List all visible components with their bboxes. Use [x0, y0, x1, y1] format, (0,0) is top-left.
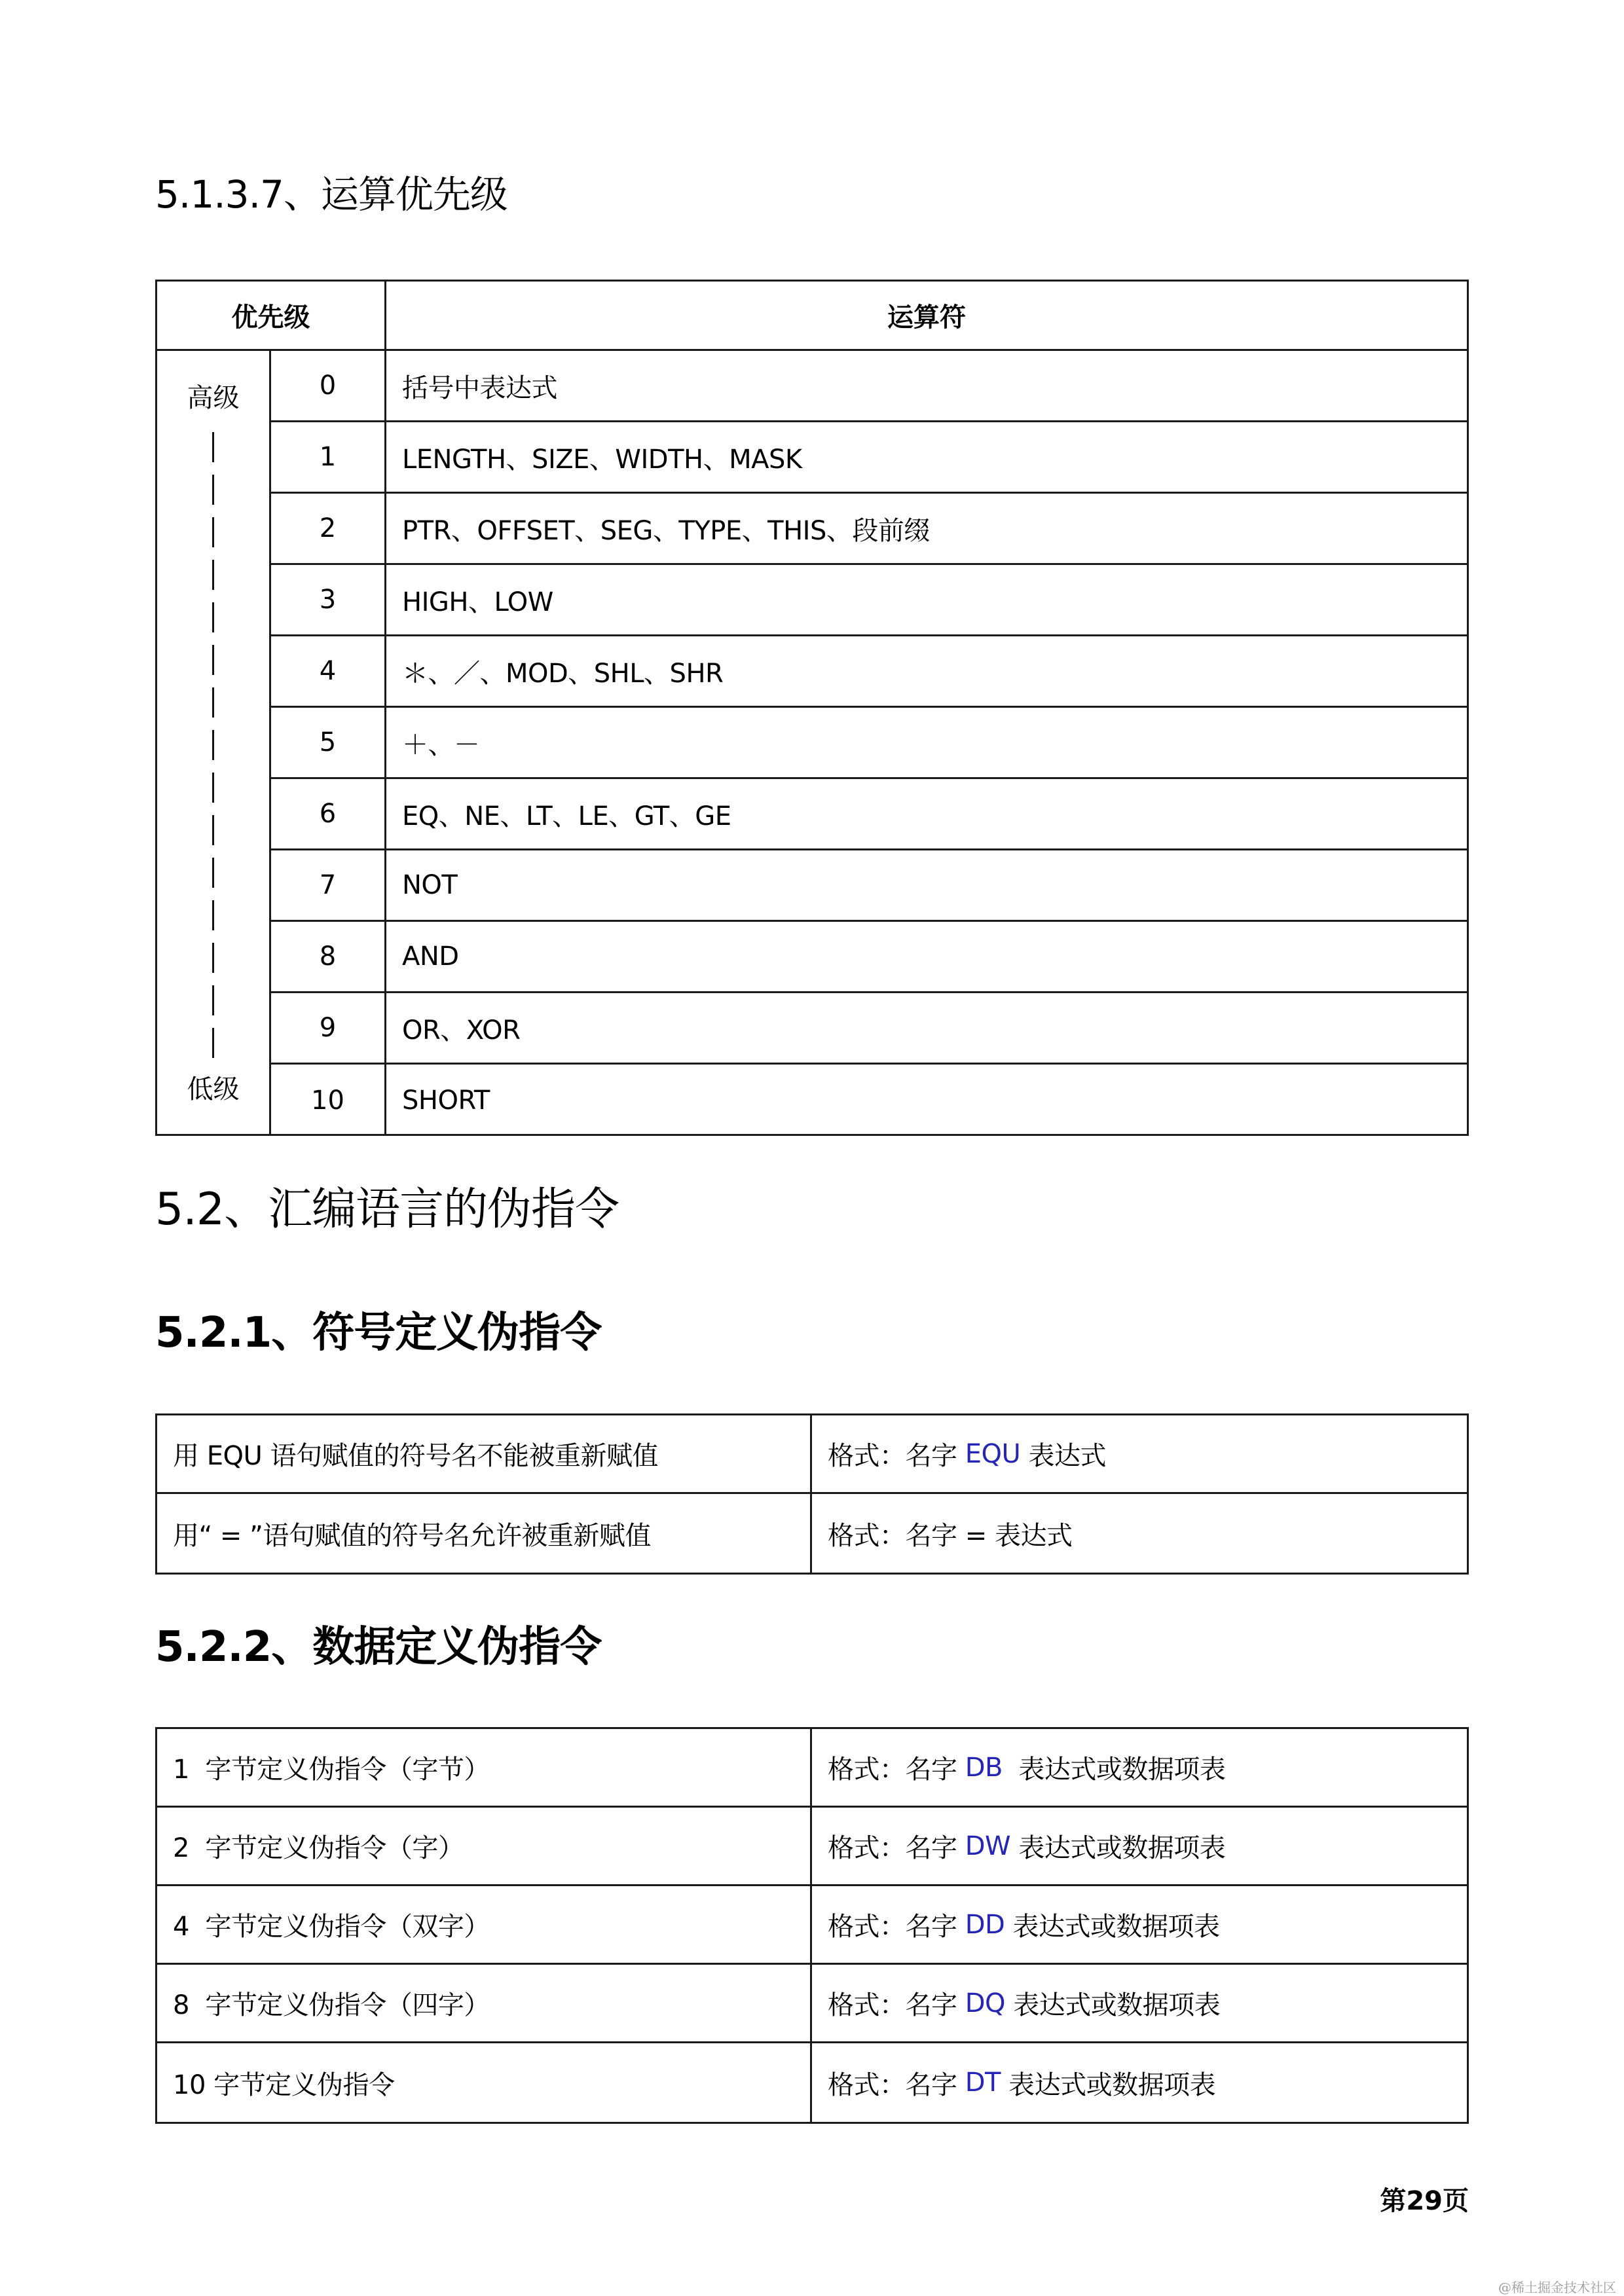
page-number: 第29页: [1380, 2186, 1469, 2216]
priority-level: 3: [271, 565, 386, 634]
dash-divider: [212, 602, 214, 632]
format-cell: [812, 1729, 1467, 1806]
format-prefix: 格式：名字: [828, 1833, 965, 1863]
table-row: [271, 993, 1467, 1065]
table-row: [271, 850, 1467, 922]
data-definition-table: [155, 1727, 1469, 2124]
operators-cell: SHORT: [402, 1085, 490, 1116]
format-prefix: 格式：名字: [828, 1441, 965, 1471]
table-row: [271, 779, 1467, 850]
dash-divider: [212, 1028, 214, 1058]
dash-divider: [212, 432, 214, 462]
dash-divider: [212, 943, 214, 973]
table-row: [271, 422, 1467, 494]
priority-level: 0: [271, 351, 386, 420]
description-cell: 8 字节定义伪指令（四字）: [157, 1965, 812, 2041]
format-cell: [812, 1808, 1467, 1884]
operators-cell: NOT: [402, 870, 458, 900]
dash-divider: [212, 730, 214, 760]
dash-divider: [212, 517, 214, 547]
description-cell: 10 字节定义伪指令: [157, 2043, 812, 2122]
priority-level: 4: [271, 636, 386, 706]
dash-divider: [212, 475, 214, 505]
table-row: [271, 494, 1467, 565]
priority-level: 9: [271, 993, 386, 1063]
format-suffix: 表达式或数据项表: [1002, 1755, 1226, 1785]
format-suffix: 表达式或数据项表: [1005, 1912, 1220, 1942]
table-row: [157, 1494, 1467, 1573]
operators-cell: AND: [402, 941, 459, 972]
keyword-dq: DQ: [965, 1988, 1006, 2018]
dash-divider: [212, 645, 214, 675]
operators-cell: ＋、－: [402, 729, 480, 760]
operators-cell: LENGTH、SIZE、WIDTH、MASK: [402, 444, 802, 475]
format-prefix: 格式：名字: [828, 1912, 965, 1942]
format-cell: [812, 1886, 1467, 1963]
table-row: [157, 1415, 1467, 1494]
description-cell: 用 EQU 语句赋值的符号名不能被重新赋值: [157, 1415, 812, 1492]
keyword-equ: EQU: [965, 1438, 1021, 1469]
priority-level: 5: [271, 708, 386, 777]
watermark: @稀土掘金技术社区: [1498, 2280, 1616, 2295]
operators-cell: OR、XOR: [402, 1015, 521, 1046]
header-operators: 运算符: [887, 302, 966, 333]
dash-divider: [212, 560, 214, 590]
operators-cell: PTR、OFFSET、SEG、TYPE、THIS、段前缀: [402, 515, 930, 546]
operators-cell: HIGH、LOW: [402, 587, 553, 617]
dash-divider: [212, 900, 214, 930]
priority-level: 2: [271, 494, 386, 563]
description-cell: 2 字节定义伪指令（字）: [157, 1808, 812, 1884]
table-row: [157, 1965, 1467, 2043]
section-heading-5-2: 5.2、汇编语言的伪指令: [155, 1184, 619, 1235]
table-row: [157, 2043, 1467, 2122]
operators-cell: 括号中表达式: [402, 373, 557, 403]
format-prefix: 格式：名字: [828, 2069, 965, 2100]
table-row: [271, 636, 1467, 708]
priority-level: 8: [271, 922, 386, 991]
table-row: [271, 708, 1467, 779]
format-prefix: 格式：名字: [828, 1990, 965, 2020]
dash-divider: [212, 985, 214, 1015]
dash-divider: [212, 858, 214, 888]
precedence-rows: [271, 351, 1467, 1134]
table-row: [157, 1729, 1467, 1808]
section-heading-5-1-3-7: 5.1.3.7、运算优先级: [155, 172, 507, 217]
precedence-table: [155, 280, 1469, 1136]
format-cell: [812, 2043, 1467, 2122]
format-suffix: 表达式: [1020, 1441, 1106, 1471]
table-row: [157, 1886, 1467, 1965]
description-cell: 用“ = ”语句赋值的符号名允许被重新赋值: [157, 1494, 812, 1573]
table-header-row: [157, 282, 1467, 351]
section-heading-5-2-2: 5.2.2、数据定义伪指令: [155, 1623, 602, 1671]
operators-cell: EQ、NE、LT、LE、GT、GE: [402, 801, 731, 831]
dash-divider: [212, 773, 214, 803]
level-column: [157, 351, 271, 1134]
description-cell: 4 字节定义伪指令（双字）: [157, 1886, 812, 1963]
table-row: [157, 1808, 1467, 1886]
description-cell: 1 字节定义伪指令（字节）: [157, 1729, 812, 1806]
keyword-dd: DD: [965, 1909, 1005, 1940]
format-suffix: 表达式或数据项表: [1005, 1990, 1221, 2020]
keyword-db: DB: [965, 1752, 1003, 1783]
format-prefix: 格式：名字 = 表达式: [828, 1520, 1073, 1551]
format-cell: [812, 1494, 1467, 1573]
priority-level: 6: [271, 779, 386, 848]
level-high-label: 高级: [187, 383, 240, 413]
priority-level: 1: [271, 422, 386, 492]
keyword-dt: DT: [965, 2068, 1001, 2098]
format-suffix: 表达式或数据项表: [1010, 1833, 1226, 1863]
format-prefix: 格式：名字: [828, 1755, 965, 1785]
keyword-dw: DW: [965, 1831, 1011, 1861]
format-cell: [812, 1965, 1467, 2041]
format-suffix: 表达式或数据项表: [1000, 2069, 1216, 2100]
dash-divider: [212, 687, 214, 718]
table-row: [271, 1065, 1467, 1136]
priority-level: 10: [271, 1065, 386, 1136]
header-priority: 优先级: [157, 282, 386, 349]
operators-cell: ＊、／、MOD、SHL、SHR: [402, 658, 724, 689]
section-heading-5-2-1: 5.2.1、符号定义伪指令: [155, 1309, 602, 1357]
priority-level: 7: [271, 850, 386, 920]
table-row: [271, 351, 1467, 422]
table-row: [271, 922, 1467, 993]
table-row: [271, 565, 1467, 636]
format-cell: [812, 1415, 1467, 1492]
symbol-definition-table: [155, 1413, 1469, 1575]
level-low-label: 低级: [187, 1074, 240, 1104]
dash-divider: [212, 815, 214, 845]
